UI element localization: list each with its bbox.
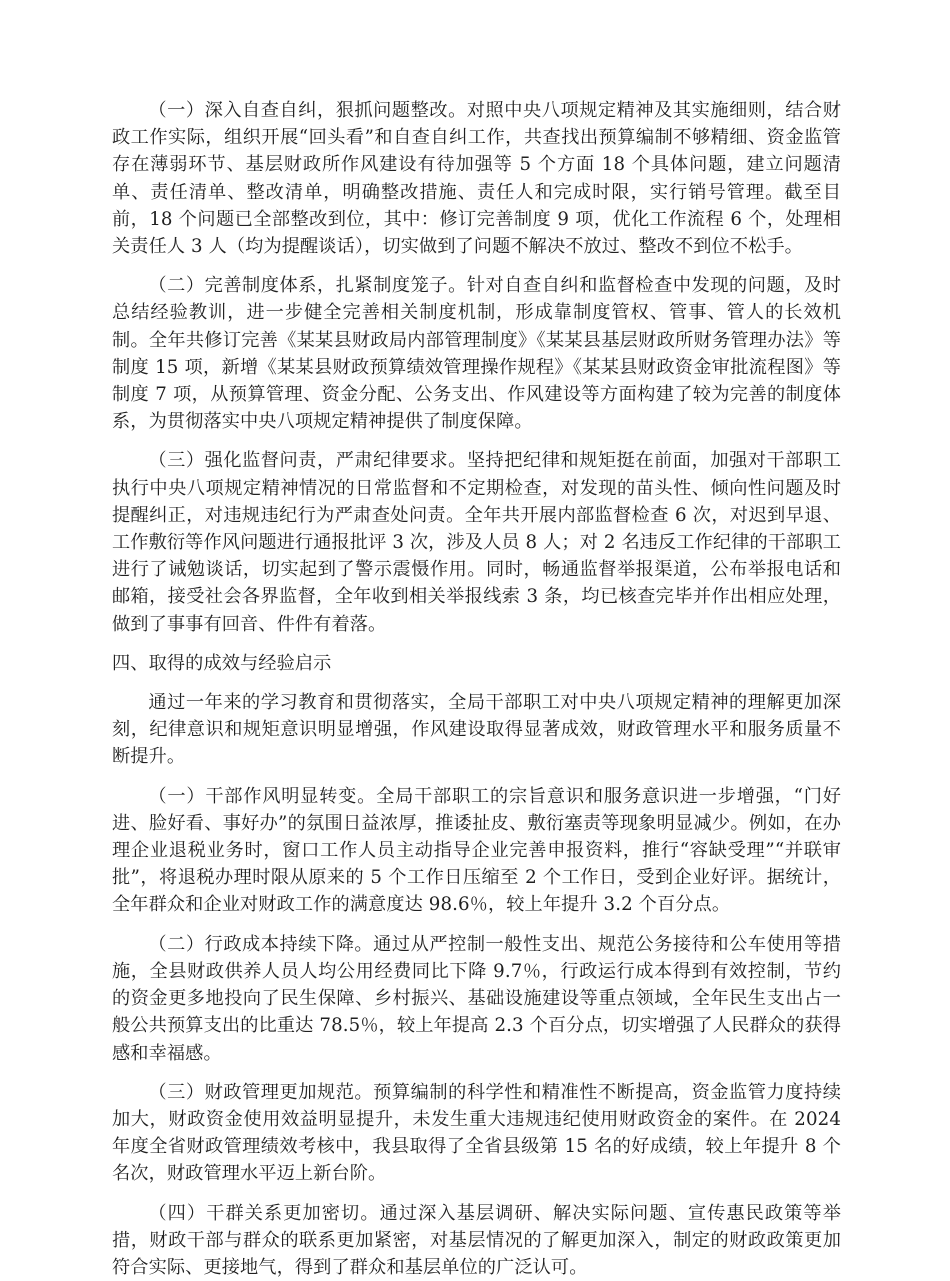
paragraph-section3-item1: （一）深入自查自纠，狠抓问题整改。对照中央八项规定精神及其实施细则，结合财政工作实际，组织开展“回头看”和自查自纠工作，共查找出预算编制不够精细、资金监管存在薄弱环节、基层财政所作风建设有待加强等 5 个方面 18 个具体问题，建立问题清单、责任清单、整改清单，明确整改措施、责任人和完成时限，实行销号管理。截至目前，18 个问题已全部整改到位，其中：修订完善制度 9 项，优化工作流程 6 个，处理相关责任人 3 人（均为提醒谈话），切实做到了问题不解决不放过、整改不到位不松手。 [112, 100, 841, 258]
paragraph-section4-item4: （四）干群关系更加密切。通过深入基层调研、解决实际问题、宣传惠民政策等举措，财政干部与群众的联系更加紧密，对基层情况的了解更加深入，制定的财政政策更加符合实际、更接地气，得到了群众和基层单位的广泛认可。 [112, 1202, 841, 1278]
paragraph-section4-item1: （一）干部作风明显转变。全局干部职工的宗旨意识和服务意识进一步增强，“门好进、脸好看、事好办”的氛围日益浓厚，推诿扯皮、敷衍塞责等现象明显减少。例如，在办理企业退税业务时，窗口工作人员主动指导企业完善申报资料，推行“容缺受理”“并联审批”，将退税办理时限从原来的 5 个工作日压缩至 2 个工作日，受到企业好评。据统计，全年群众和企业对财政工作的满意度达 98.6％，较上年提升 3.2 个百分点。 [112, 785, 841, 916]
paragraph-section3-item3: （三）强化监督问责，严肃纪律要求。坚持把纪律和规矩挺在前面，加强对干部职工执行中央八项规定精神情况的日常监督和不定期检查，对发现的苗头性、倾向性问题及时提醒纠正，对违规违纪行为严肃查处问责。全年共开展内部监督检查 6 次，对迟到早退、工作敷衍等作风问题进行通报批评 3 次，涉及人员 8 人；对 2 名违反工作纪律的干部职工进行了诫勉谈话，切实起到了警示震慑作用。同时，畅通监督举报渠道，公布举报电话和邮箱，接受社会各界监督，全年收到相关举报线索 3 条，均已核查完毕并作出相应处理，做到了事事有回音、件件有着落。 [112, 450, 841, 635]
paragraph-section4-item2: （二）行政成本持续下降。通过从严控制一般性支出、规范公务接待和公车使用等措施，全县财政供养人员人均公用经费同比下降 9.7％，行政运行成本得到有效控制，节约的资金更多地投向了民生保障、乡村振兴、基础设施建设等重点领域，全年民生支出占一般公共预算支出的比重达 78.5％，较上年提高 2.3 个百分点，切实增强了人民群众的获得感和幸福感。 [112, 933, 841, 1064]
paragraph-section3-item2: （二）完善制度体系，扎紧制度笼子。针对自查自纠和监督检查中发现的问题，及时总结经验教训，进一步健全完善相关制度机制，形成靠制度管权、管事、管人的长效机制。全年共修订完善《某某县财政局内部管理制度》《某某县基层财政所财务管理办法》等制度 15 项，新增《某某县财政预算绩效管理操作规程》《某某县财政资金审批流程图》等制度 7 项，从预算管理、资金分配、公务支出、作风建设等方面构建了较为完善的制度体系，为贯彻落实中央八项规定精神提供了制度保障。 [112, 275, 841, 433]
paragraph-section4-item3: （三）财政管理更加规范。预算编制的科学性和精准性不断提高，资金监管力度持续加大，财政资金使用效益明显提升，未发生重大违规违纪使用财政资金的案件。在 2024 年度全省财政管理绩效考核中，我县取得了全省县级第 15 名的好成绩，较上年提升 8 个名次，财政管理水平迈上新台阶。 [112, 1081, 841, 1185]
document-body [112, 97, 841, 1281]
section-heading-four: 四、取得的成效与经验启示 [112, 652, 332, 674]
paragraph-section4-intro: 通过一年来的学习教育和贯彻落实，全局干部职工对中央八项规定精神的理解更加深刻，纪律意识和规矩意识明显增强，作风建设取得显著成效，财政管理水平和服务质量不断提升。 [112, 692, 841, 768]
